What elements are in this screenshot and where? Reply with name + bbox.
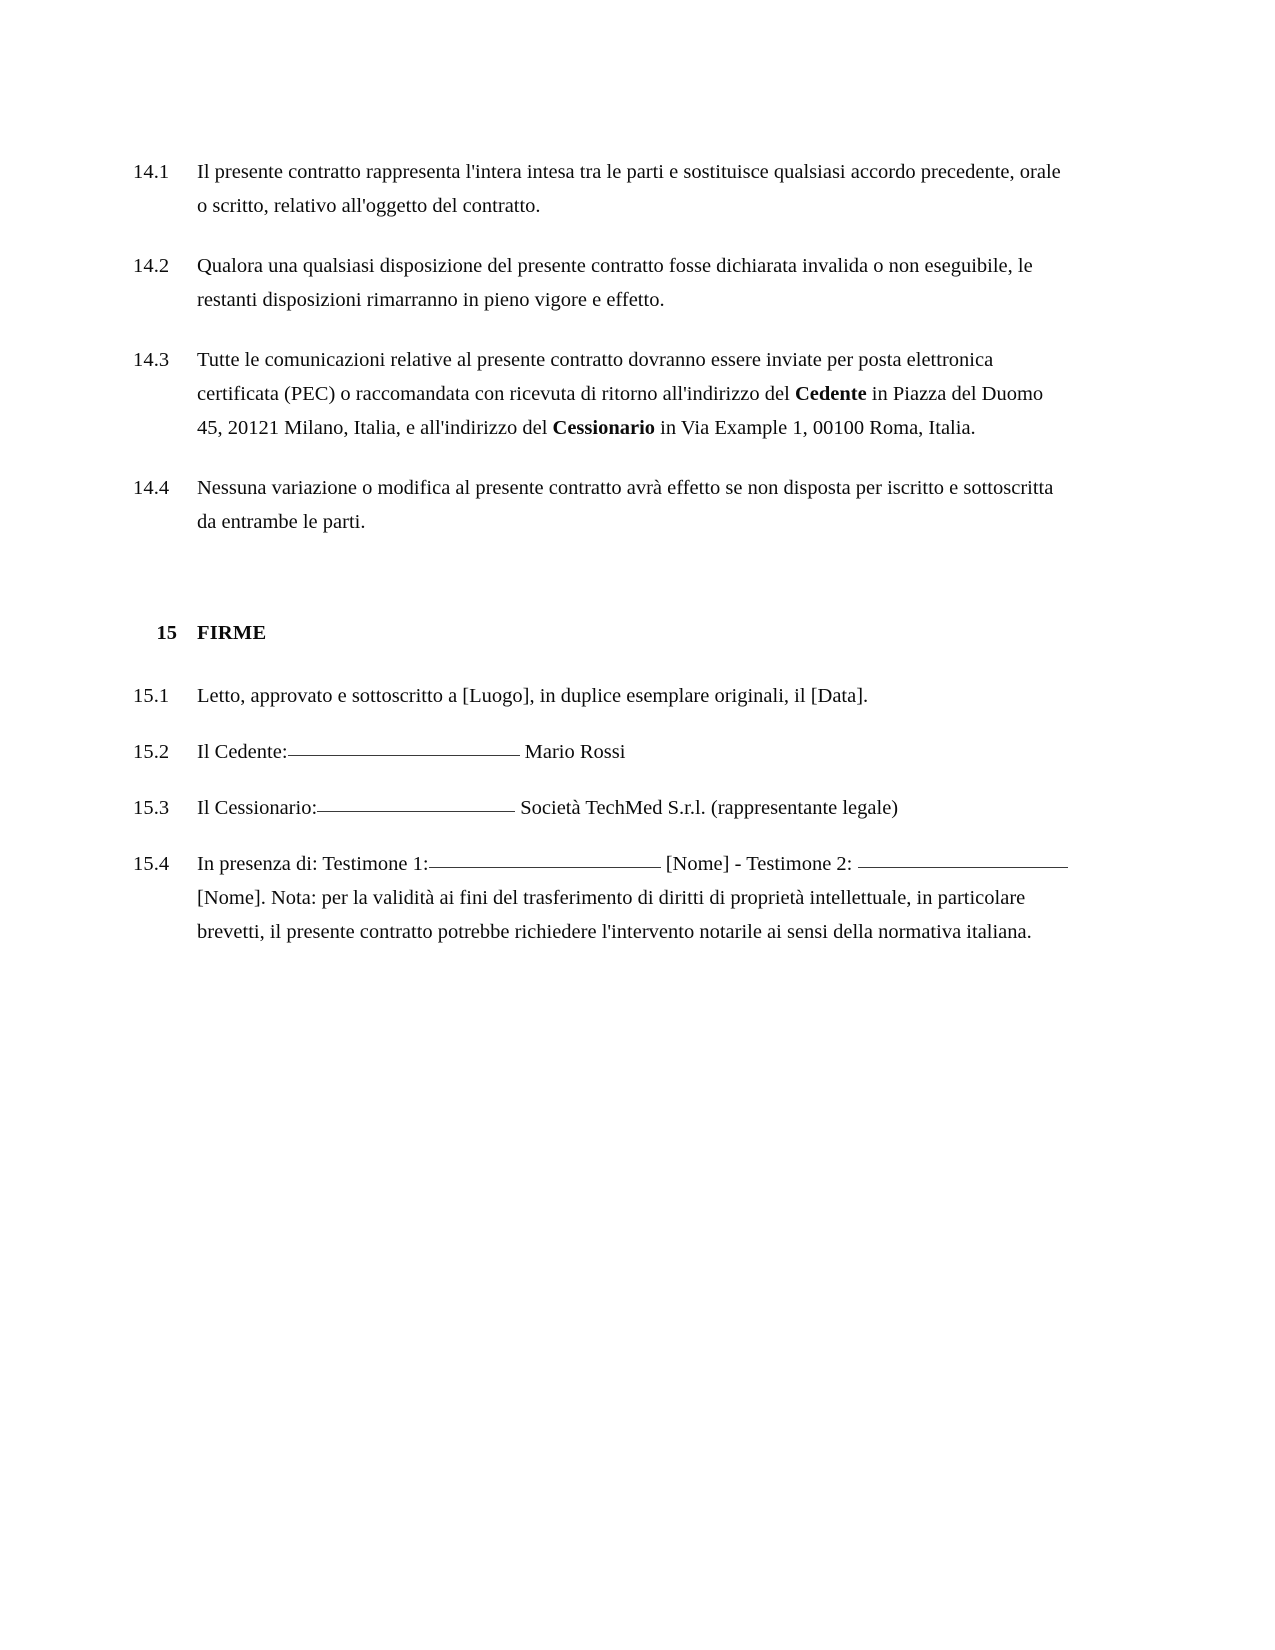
signature-line-witness-1[interactable] xyxy=(429,867,661,868)
clause-number: 15.1 xyxy=(133,685,170,707)
clause-number: 15.3 xyxy=(133,797,170,819)
clause-text: Nessuna variazione o modifica al presente contratto avrà effetto se non disposta per iscritto e sottoscritta da entrambe le parti. xyxy=(197,477,1054,533)
clause-number: 14.2 xyxy=(133,255,170,277)
witness-lead-label: In presenza di: Testimone 1: xyxy=(197,853,429,875)
clause-text-segment: in Piazza del Duomo 45, 20121 Milano, Italia, e all'indirizzo del xyxy=(197,383,1044,439)
clause-15-1 xyxy=(133,679,1068,713)
clause-number: 15.2 xyxy=(133,741,170,763)
clause-number: 14.4 xyxy=(133,477,170,499)
section-number: 15 xyxy=(156,622,177,644)
clause-14-4 xyxy=(133,471,1068,539)
clause-14-1 xyxy=(133,155,1068,223)
clause-15-4 xyxy=(133,847,1068,949)
clause-number: 15.4 xyxy=(133,853,170,875)
signatory-name-cessionario: Società TechMed S.r.l. (rappresentante legale) xyxy=(515,797,899,819)
clause-text: Letto, approvato e sottoscritto a [Luogo], in duplice esemplare originali, il [Data]. xyxy=(197,685,869,707)
section-heading-firme xyxy=(133,617,1068,649)
clause-14-3 xyxy=(133,343,1068,445)
signature-label-cessionario: Il Cessionario: xyxy=(197,797,318,819)
clause-text xyxy=(185,847,1068,949)
clause-15-2 xyxy=(133,735,1068,769)
clause-number: 14.3 xyxy=(133,349,170,371)
signature-line-cessionario[interactable] xyxy=(317,811,515,812)
clause-text: Il presente contratto rappresenta l'intera intesa tra le parti e sostituisce qualsiasi accordo precedente, orale o scritto, relativo all'oggetto del contratto. xyxy=(197,161,1061,217)
document-body xyxy=(133,155,1068,949)
clause-text xyxy=(185,735,1068,769)
clause-text xyxy=(185,343,1068,445)
clause-text xyxy=(185,791,1068,825)
party-cedente-emphasis: Cedente xyxy=(794,383,867,405)
clause-number: 14.1 xyxy=(133,161,170,183)
signatory-name-cedente: Mario Rossi xyxy=(519,741,626,763)
witness-note-text: [Nome]. Nota: per la validità ai fini del trasferimento di diritti di proprietà intellettuale, in particolare brevetti, il presente contratto potrebbe richiedere l'intervento notarile ai sensi della normativa italiana. xyxy=(197,887,1032,943)
clause-text-segment: Tutte le comunicazioni relative al presente contratto dovranno essere inviate per posta elettronica certificata (PEC) o raccomandata con ricevuta di ritorno all'indirizzo del xyxy=(197,349,994,405)
clause-text-segment: in Via Example 1, 00100 Roma, Italia. xyxy=(655,417,976,439)
party-cessionario-emphasis: Cessionario xyxy=(552,417,656,439)
signature-label-cedente: Il Cedente: xyxy=(197,741,288,763)
clause-15-3 xyxy=(133,791,1068,825)
clause-14-2 xyxy=(133,249,1068,317)
witness-mid-label: [Nome] - Testimone 2: xyxy=(660,853,853,875)
section-spacer xyxy=(133,565,1068,617)
section-title: FIRME xyxy=(197,622,267,644)
clause-text: Qualora una qualsiasi disposizione del presente contratto fosse dichiarata invalida o non eseguibile, le restanti disposizioni rimarranno in pieno vigore e effetto. xyxy=(197,255,1033,311)
signature-line-witness-2[interactable] xyxy=(858,867,1068,868)
signature-line-cedente[interactable] xyxy=(288,755,520,756)
